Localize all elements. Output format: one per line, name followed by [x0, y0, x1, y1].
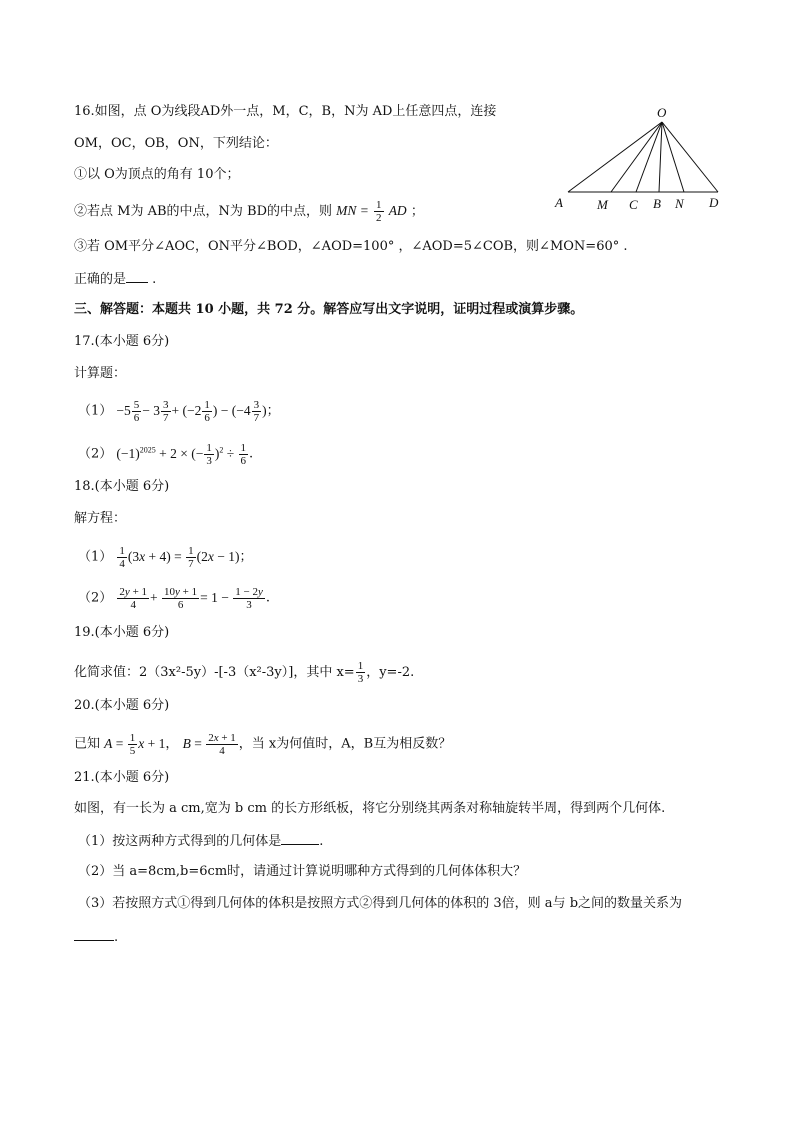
- q16-claim3: ③若 OM平分∠AOC，ON平分∠BOD，∠AOD=100° ，∠AOD=5∠COB，则∠MON=60° .: [74, 239, 628, 254]
- q16-answer-end: .: [148, 272, 157, 287]
- q20-expression-b: B = $\frac{2x + 1}{4}$: [182, 732, 236, 757]
- fraction-numerator: 1: [376, 199, 382, 211]
- label-n: N: [675, 196, 684, 211]
- q21-part1-end: .: [319, 834, 324, 849]
- ray-oa: [568, 122, 662, 192]
- q17-part1-label: （1）: [78, 403, 113, 419]
- q21-part1: [78, 832, 323, 851]
- q21-part3: （3）若按照方式①得到几何体的体积是按照方式②得到几何体的体积的 3倍，则 a与 b之间的数量关系为: [78, 896, 683, 911]
- q18-part2-equation: $\frac{2y + 1}{4}$ + $\frac{10y + 1}{6}$ = 1 − $\frac{1 - 2y}{3}$: [119, 586, 263, 611]
- answer-blank: [126, 270, 148, 283]
- q17-part2-expression: $(-1)^{2025} + 2$ × (− $\frac{1}{3}$ )$^2$ ÷ $\frac{1}{6}$: [116, 441, 247, 467]
- q18-part2-end: .: [265, 590, 270, 606]
- q19-text: [74, 660, 414, 685]
- q19-title: 19.(本小题 6分): [74, 625, 170, 640]
- label-b: B: [653, 196, 661, 211]
- q21-part2: （2）当 a=8cm,b=6cm时，请通过计算说明哪种方式得到的几何体体积大？: [78, 864, 527, 879]
- fraction-denominator: 2: [376, 212, 382, 224]
- q21-title: 21.(本小题 6分): [74, 770, 170, 785]
- ray-od: [662, 122, 718, 192]
- q16-claim2-math-lhs: MN =: [336, 203, 369, 218]
- section-heading: 三、解答题：本题共 10 小题，共 72 分。解答应写出文字说明，证明过程或演算步骤。: [74, 302, 584, 317]
- geometry-figure: [550, 100, 730, 218]
- q18-part1: [78, 545, 253, 570]
- q19-text-end: ，y=-2.: [366, 665, 415, 680]
- label-c: C: [629, 197, 638, 212]
- q18-part2: [78, 586, 270, 611]
- q16-claim2-fraction: [374, 199, 384, 224]
- q16-claim1: ①以 O为顶点的角有 10个；: [74, 167, 240, 182]
- ray-ob: [659, 122, 662, 192]
- q18-part1-equation: $\frac{1}{4}$ (3x + 4) = $\frac{1}{7}$ (2x − 1): [119, 545, 240, 570]
- label-d: D: [709, 195, 719, 210]
- q16-answer: [74, 270, 156, 289]
- q16-claim2: [74, 199, 424, 224]
- q17-part1-end: ；: [266, 403, 280, 419]
- q17-part2: [78, 441, 253, 467]
- ray-oc: [636, 122, 662, 192]
- ray-on: [662, 122, 684, 192]
- answer-blank: [281, 832, 319, 845]
- q21-part3-end: .: [114, 930, 119, 945]
- q16-claim2-end: ；: [410, 204, 424, 219]
- q18-part1-end: ；: [239, 549, 253, 565]
- q16-line2: OM，OC，OB，ON，下列结论：: [74, 136, 278, 151]
- q17-title: 17.(本小题 6分): [74, 334, 170, 349]
- q19-fraction: $\frac{1}{3}$: [357, 660, 364, 685]
- q21-intro: 如图，有一长为 a cm,宽为 b cm 的长方形纸板，将它分别绕其两条对称轴旋转半周，得到两个几何体.: [74, 801, 666, 816]
- q21-part3-answer: [74, 928, 118, 947]
- q18-title: 18.(本小题 6分): [74, 479, 170, 494]
- ray-om: [611, 122, 662, 192]
- q17-intro: 计算题：: [74, 366, 127, 381]
- q20-text-mid: ，: [165, 736, 179, 752]
- q16-line1: 16.如图，点 O为线段AD外一点，M，C，B，N为 AD上任意四点，连接: [74, 104, 497, 119]
- q20-text: [74, 732, 451, 757]
- q18-part2-label: （2）: [78, 590, 113, 606]
- q16-claim2-math-rhs: AD: [388, 203, 407, 218]
- q18-part1-label: （1）: [78, 549, 113, 565]
- q16-claim2-text: ②若点 M为 AB的中点，N为 BD的中点，则: [74, 204, 333, 219]
- q20-text-pre: 已知: [74, 736, 101, 752]
- q20-text-post: ，当 x为何值时，A，B互为相反数？: [238, 736, 452, 752]
- q16-answer-label: 正确的是: [74, 272, 127, 287]
- answer-blank: [74, 928, 114, 941]
- label-m: M: [597, 197, 608, 212]
- q17-part1: [78, 399, 280, 424]
- q19-text-main: 化简求值：2（3x²-5y）-[-3（x²-3y）]，其中 x=: [74, 665, 355, 680]
- q17-part2-end: .: [249, 446, 254, 462]
- q17-part2-label: （2）: [78, 446, 113, 462]
- q21-part1-text: （1）按这两种方式得到的几何体是: [78, 834, 282, 849]
- q20-title: 20.(本小题 6分): [74, 698, 170, 713]
- q18-intro: 解方程：: [74, 511, 127, 526]
- label-o: O: [657, 105, 667, 120]
- q20-expression-a: A = $\frac{1}{5}$ x + 1: [104, 732, 166, 757]
- label-a: A: [555, 195, 563, 210]
- q17-part1-expression: −5 $\frac{5}{6}$ − 3 $\frac{3}{7}$ + (−2 $\frac{1}{6}$ ) − (−4 $\frac{3}{7}$ ): [116, 399, 267, 424]
